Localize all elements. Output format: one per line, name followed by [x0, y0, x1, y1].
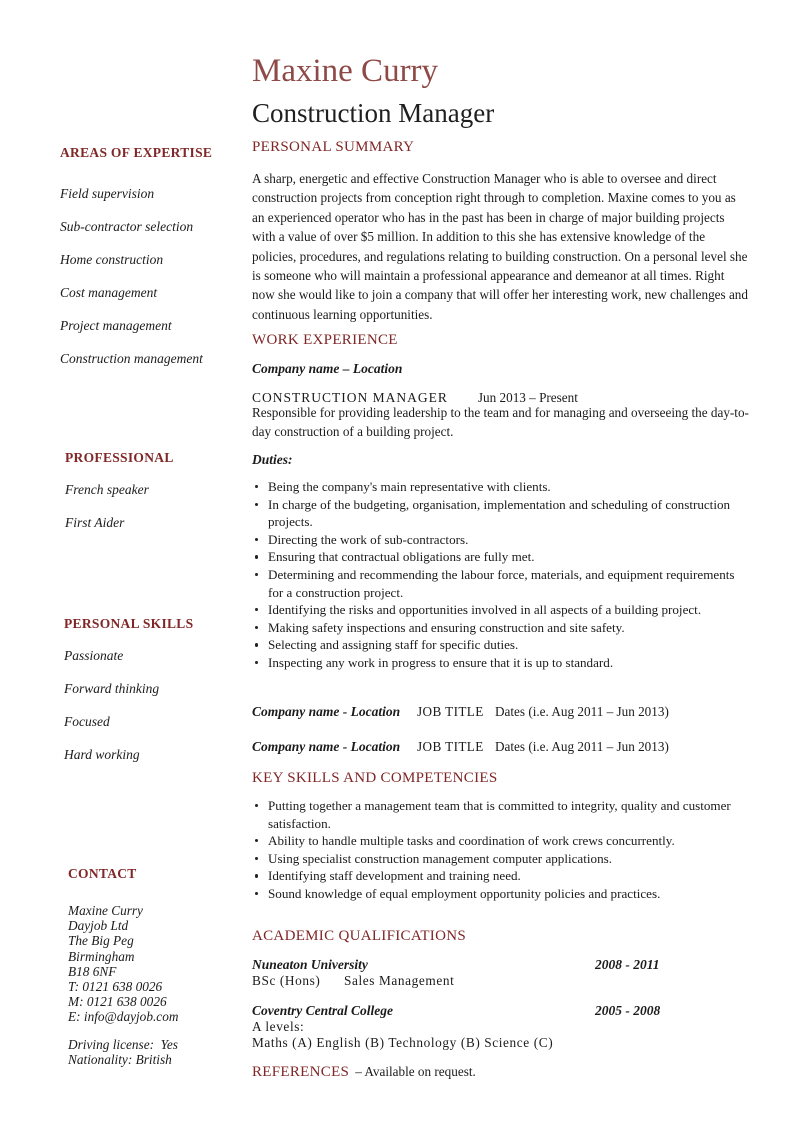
- section-heading-references: REFERENCES: [252, 1064, 350, 1080]
- current-job-title: CONSTRUCTION MANAGER: [252, 390, 448, 405]
- academic-entry-row: [252, 957, 749, 973]
- contact-address-line: T: 0121 638 0026: [68, 979, 163, 995]
- duty-item: Inspecting any work in progress to ensure that it is up to standard.: [252, 654, 749, 672]
- personal-skill-item: Passionate: [64, 648, 124, 663]
- sidebar-section-contact: [68, 866, 243, 1067]
- section-heading-work-experience: WORK EXPERIENCE: [252, 332, 398, 348]
- previous-job-title: JOB TITLE: [417, 704, 484, 719]
- contact-address-line: B18 6NF: [68, 963, 117, 979]
- contact-extra-details: [68, 1037, 243, 1067]
- academic-dates: 2008 - 2011: [595, 957, 660, 972]
- personal-skill-item: Forward thinking: [64, 681, 160, 696]
- duty-item: Determining and recommending the labour force, materials, and equipment requirements for a construction project.: [252, 566, 749, 601]
- section-heading-areas-of-expertise: AREAS OF EXPERTISE: [60, 145, 213, 160]
- professional-item: First Aider: [65, 515, 125, 530]
- academic-dates: 2005 - 2008: [595, 1003, 661, 1018]
- sidebar-section-areas-of-expertise: [60, 145, 235, 385]
- previous-job-row: [252, 704, 749, 720]
- previous-company: Company name - Location: [252, 704, 401, 719]
- sidebar-section-professional: [65, 450, 240, 549]
- personal-skills-list: [64, 649, 239, 762]
- key-skill-item: Sound knowledge of equal employment opportunity policies and practices.: [252, 885, 749, 903]
- duty-item: In charge of the budgeting, organisation, implementation and scheduling of construction projects.: [252, 496, 749, 531]
- contact-address-line: The Big Peg: [68, 933, 134, 949]
- expertise-item: Project management: [60, 318, 172, 333]
- expertise-list: [60, 187, 235, 366]
- academic-institution: Nuneaton University: [252, 957, 368, 972]
- section-heading-key-skills: KEY SKILLS AND COMPETENCIES: [252, 770, 498, 786]
- expertise-item: Cost management: [60, 285, 158, 300]
- key-skill-item: Putting together a management team that is committed to integrity, quality and customer satisfaction.: [252, 797, 749, 832]
- expertise-item: Field supervision: [60, 186, 155, 201]
- expertise-item: Sub-contractor selection: [60, 219, 194, 234]
- professional-item: French speaker: [65, 482, 149, 497]
- academic-detail-line: BSc (Hons) Sales Management: [252, 973, 455, 988]
- duty-item: Identifying the risks and opportunities involved in all aspects of a building project.: [252, 601, 749, 619]
- duty-item: Being the company's main representative with clients.: [252, 478, 749, 496]
- contact-address: [68, 903, 243, 1025]
- duty-item: Directing the work of sub-contractors.: [252, 531, 749, 549]
- academic-entry: [252, 957, 749, 989]
- contact-address-line: Dayjob Ltd: [68, 918, 129, 934]
- academic-detail-line: A levels:: [252, 1019, 305, 1034]
- previous-company: Company name - Location: [252, 739, 401, 754]
- professional-list: [65, 483, 240, 530]
- contact-extra-line: Nationality: British: [68, 1051, 172, 1067]
- academic-entry: [252, 1003, 749, 1051]
- contact-address-line: M: 0121 638 0026: [68, 994, 167, 1010]
- academic-entry-row: [252, 1003, 749, 1019]
- personal-skill-item: Hard working: [64, 747, 140, 762]
- key-skill-item: Using specialist construction management computer applications.: [252, 850, 749, 868]
- contact-address-line: E: info@dayjob.com: [68, 1009, 179, 1025]
- candidate-job-title: Construction Manager: [252, 98, 495, 128]
- duties-list: [252, 478, 749, 672]
- personal-summary-text: A sharp, energetic and effective Construction Manager who is able to oversee and direct construction projects from conception right through to completion. Maxine comes to you as an experienced operator who has in the past has been in charge of major building projects with a value of over $5 million. In addition to this she has extensive knowledge of the policies, procedures, and regulations relating to building construction. On a personal level she is someone who will maintain a professional appearance and demeanor at all times. Right now she would like to join a company that will offer her interesting work, new challenges and continuous learning opportunities.: [252, 171, 748, 322]
- sidebar-section-personal-skills: [64, 616, 239, 781]
- candidate-name: Maxine Curry: [252, 53, 439, 89]
- duty-item: Making safety inspections and ensuring construction and site safety.: [252, 619, 749, 637]
- key-skill-item: Identifying staff development and training need.: [252, 867, 749, 885]
- expertise-item: Construction management: [60, 351, 203, 366]
- references-row: [252, 1064, 749, 1081]
- section-heading-professional: PROFESSIONAL: [65, 450, 174, 465]
- section-heading-contact: CONTACT: [68, 866, 137, 881]
- academic-detail-line: Maths (A) English (B) Technology (B) Science (C): [252, 1035, 554, 1050]
- section-heading-personal-summary: PERSONAL SUMMARY: [252, 139, 415, 155]
- academic-institution: Coventry Central College: [252, 1003, 393, 1018]
- previous-job-dates: Dates (i.e. Aug 2011 – Jun 2013): [495, 739, 669, 754]
- duties-label: Duties:: [252, 452, 293, 467]
- personal-skill-item: Focused: [64, 714, 110, 729]
- duty-item: Selecting and assigning staff for specific duties.: [252, 636, 749, 654]
- contact-address-line: Birmingham: [68, 948, 135, 964]
- expertise-item: Home construction: [60, 252, 164, 267]
- duty-item: Ensuring that contractual obligations are fully met.: [252, 548, 749, 566]
- previous-job-title: JOB TITLE: [417, 739, 484, 754]
- current-job-dates: Jun 2013 – Present: [477, 390, 578, 405]
- current-job-description: Responsible for providing leadership to the team and for managing and overseeing the day-to-day construction of a building project.: [252, 405, 749, 439]
- contact-extra-line: Driving license: Yes: [68, 1036, 178, 1052]
- key-skills-list: [252, 797, 749, 903]
- section-heading-personal-skills: PERSONAL SKILLS: [64, 616, 194, 631]
- previous-job-dates: Dates (i.e. Aug 2011 – Jun 2013): [495, 704, 669, 719]
- contact-address-line: Maxine Curry: [68, 903, 143, 918]
- section-heading-academic-qualifications: ACADEMIC QUALIFICATIONS: [252, 928, 466, 944]
- references-text: – Available on request.: [355, 1064, 476, 1079]
- key-skill-item: Ability to handle multiple tasks and coordination of work crews concurrently.: [252, 832, 749, 850]
- current-company-line: Company name – Location: [252, 361, 403, 376]
- previous-job-row: [252, 739, 749, 755]
